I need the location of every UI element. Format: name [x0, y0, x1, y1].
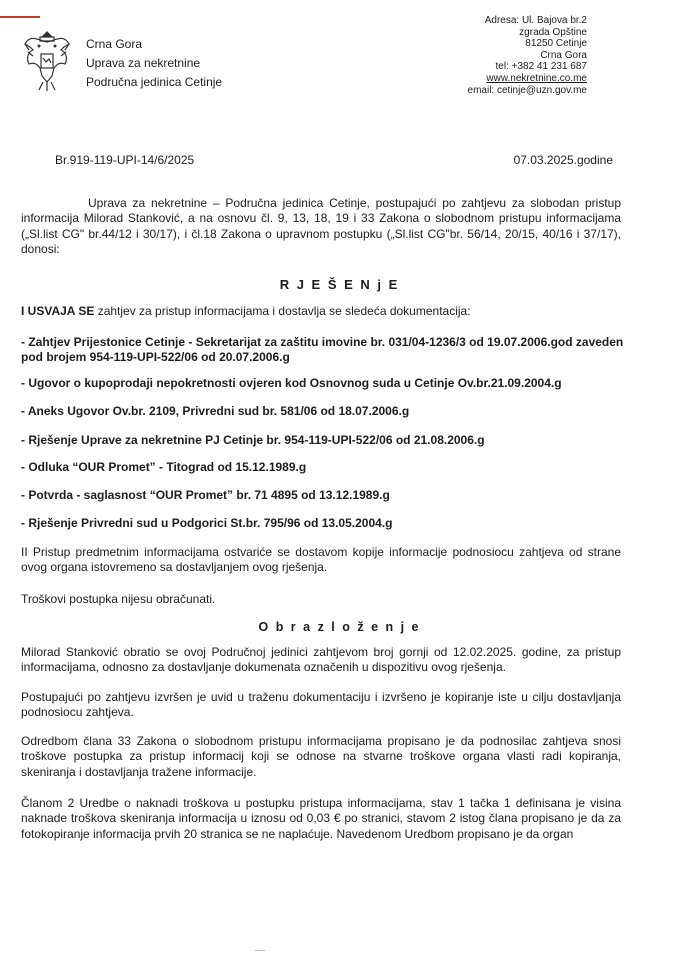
org-line-unit: Područna jedinica Cetinje: [86, 75, 223, 89]
address-line: 81250 Cetinje: [525, 38, 587, 50]
org-line-authority: Uprava za nekretnine: [86, 56, 201, 70]
approval-text: zahtjev za pristup informacijama i dostavlja se sledeća dokumentacija:: [94, 304, 471, 318]
document-item: - Zahtjev Prijestonice Cetinje - Sekretarijat za zaštitu imovine br. 031/04-1236/3 od 19.07.2006.god zaveden pod brojem 954-119-UPI-522/06 od 20.07.2006.g: [21, 335, 624, 365]
intro-paragraph: Uprava za nekretnine – Područna jedinica Cetinje, postupajući po zahtjevu za slobodan pristup informacija Milorad Stanković, a na osnovu čl. 9, 13, 18, 19 i 33 Zakona o slobodnom pristupu informacijama („Sl.list CG" br.44/12 i 30/17), i čl.18 Zakona o upravnom postupku („Sl.list CG"br. 56/14, 20/15, 40/16 i 37/17), donosi:: [21, 196, 621, 256]
point-two-paragraph: II Pristup predmetnim informacijama ostvariće se dostavom kopije informacije podnosiocu zahtjeva od strane ovog organa istovremeno sa dostavljanjem ovog rješenja.: [21, 545, 621, 575]
reasoning-paragraph: Postupajući po zahtjevu izvršen je uvid u traženu dokumentaciju i izvršeno je kopiranje iste u cilju dostavljanja podnosiocu zahtjeva.: [21, 690, 621, 720]
corner-mark: [0, 16, 40, 18]
address-line: Adresa: Ul. Bajova br.2: [484, 15, 587, 26]
address-line: zgrada Opštine: [519, 26, 587, 38]
page-mark: [255, 950, 265, 951]
costs-paragraph: Troškovi postupka nijesu obračunati.: [21, 592, 216, 606]
decision-title: R J E Š E N j E: [279, 277, 400, 292]
reasoning-paragraph: Članom 2 Uredbe o naknadi troškova u postupku pristupa informacijama, stav 1 tačka 1 definisana je visina naknade troškova skeniranja informacija u iznosu od 0,03 € po stranici, stavom 2 istog člana propisano je da za fotokopiranje informacija prvih 20 stranica se ne naplaćuje. Navedenom Uredbom propisano je da organ: [21, 796, 621, 841]
reference-number: Br.919-119-UPI-14/6/2025: [55, 153, 195, 167]
document-item: - Potvrda - saglasnost “OUR Promet” br. 71 4895 od 13.12.1989.g: [21, 488, 390, 502]
document-date: 07.03.2025.godine: [513, 153, 613, 167]
email[interactable]: email: cetinje@uzn.gov.me: [467, 84, 587, 96]
approval-paragraph: [21, 304, 621, 319]
approval-bold: I USVAJA SE: [21, 304, 95, 318]
reasoning-paragraph: Milorad Stanković obratio se ovoj Područnoj jedinici zahtjevom broj gornji od 12.02.2025. godine, za pristup informacijama, odnosno za dostavljanje dokumenata označenih u dispozitivu ovog rješenja.: [21, 645, 621, 675]
reasoning-title: O b r a z l o ž e n j e: [258, 620, 421, 634]
document-item: - Aneks Ugovor Ov.br. 2109, Privredni sud br. 581/06 od 18.07.2006.g: [21, 404, 410, 418]
reasoning-paragraph: Odredbom člana 33 Zakona o slobodnom pristupu informacijama propisano je da podnosilac zahtjeva snosi troškove postupka za pristup informacij koji se odnose na stvarne troškove organa vlasti radi kopiranja, skeniranja i dostavljanja tražene informacije.: [21, 734, 621, 779]
document-item: - Rješenje Uprave za nekretnine PJ Cetinje br. 954-119-UPI-522/06 od 21.08.2006.g: [21, 433, 485, 447]
document-item: - Rješenje Privredni sud u Podgorici St.br. 795/96 od 13.05.2004.g: [21, 516, 393, 530]
website-link[interactable]: www.nekretnine.co.me: [486, 72, 587, 84]
org-line-country: Crna Gora: [86, 37, 143, 51]
phone: tel: +382 41 231 687: [495, 61, 587, 73]
coat-of-arms-icon: [22, 28, 72, 94]
document-item: - Odluka “OUR Promet” - Titograd od 15.12.1989.g: [21, 460, 307, 474]
organization-name: [86, 35, 222, 92]
address-block: [468, 15, 587, 96]
address-line: Crna Gora: [540, 49, 587, 61]
document-item: - Ugovor o kupoprodaji nepokretnosti ovjeren kod Osnovnog suda u Cetinje Ov.br.21.09.2004.g: [21, 376, 562, 390]
